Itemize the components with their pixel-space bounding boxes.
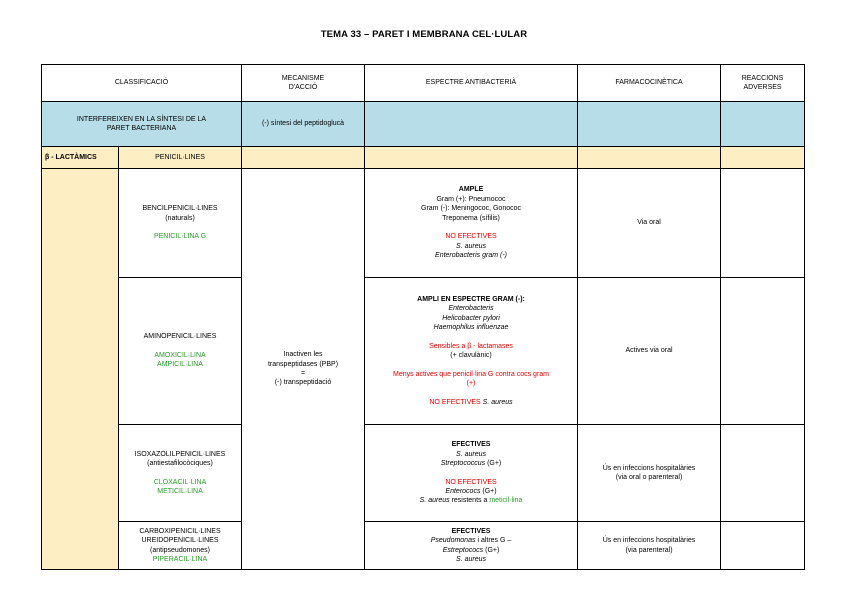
page-title: TEMA 33 – PARET I MEMBRANA CEL·LULAR [320,29,528,40]
mechanism-shared-cell: Inactiven les transpeptidases (PBP) = (-) transpeptidació [242,169,365,570]
drug-class-cell: ISOXAZOLILPENICIL·LINES (antiestafilocòciques) CLOXACIL·LINA METICIL·LINA [119,425,242,522]
header-classificacio: CLASSIFICACIÓ [42,65,242,102]
header-row [42,65,805,102]
class-empty-3 [578,147,721,169]
group-empty-2 [578,102,721,147]
beta-lactamics-spacer [42,169,119,570]
spectrum-cell: EFECTIVES S. aureus Streptococcus (G+) NO EFECTIVES Enterococs (G+) S. aureus resistents a meticil·lina [365,425,578,522]
table-row [42,278,805,425]
pharmacokinetics-cell: Ús en infeccions hospitalàries (via oral o parenteral) [578,425,721,522]
class-empty-1 [242,147,365,169]
table-row [42,425,805,522]
group-empty-3 [721,102,805,147]
group-mecanisme: (-) síntesi del peptidoglucà [242,102,365,147]
antibiotics-table [41,64,805,570]
adverse-reactions-cell [721,278,805,425]
class-empty-4 [721,147,805,169]
drug-class-cell: BENCILPENICIL·LINES (naturals) PENICIL·LINA G [119,169,242,278]
table-row [42,522,805,570]
group-row [42,102,805,147]
group-empty-1 [365,102,578,147]
adverse-reactions-cell [721,425,805,522]
header-reaccions: REACCIONS ADVERSES [721,65,805,102]
drug-class-cell: AMINOPENICIL·LINES AMOXICIL·LINA AMPICIL·LINA [119,278,242,425]
pharmacokinetics-cell: Actives via oral [578,278,721,425]
group-label: INTERFEREIXEN EN LA SÍNTESI DE LA PARET BACTERIANA [42,102,242,147]
class-empty-2 [365,147,578,169]
adverse-reactions-cell [721,522,805,570]
drug-class-cell: CARBOXIPENICIL·LINES UREIDOPENICIL·LINES (antipseudomones) PIPERACIL·LINA [119,522,242,570]
table-row [42,169,805,278]
adverse-reactions-cell [721,169,805,278]
spectrum-cell: EFECTIVES Pseudomonas i altres G – Estreptococs (G+) S. aureus [365,522,578,570]
class-beta-lactamics: β - LACTÀMICS [42,147,119,169]
spectrum-cell: AMPLI EN ESPECTRE GRAM (-): Enterobacteris Helicobacter pylori Haemophilus influenzae Sensibles a β - lactamases (+ clavulànic) Menys actives que penicil·lina G contra cocs gram (+) NO EFECTIVES S. aureus [365,278,578,425]
header-espectre: ESPECTRE ANTIBACTERIÀ [365,65,578,102]
class-penicillines: PENICIL·LINES [119,147,242,169]
header-farmacocinetica: FARMACOCINÈTICA [578,65,721,102]
class-row [42,147,805,169]
spectrum-cell: AMPLE Gram (+): Pneumococ Gram (-): Meningococ, Gonococ Treponema (sífilis) NO EFECTIVES S. aureus Enterobacteris gram (-) [365,169,578,278]
pharmacokinetics-cell: Via oral [578,169,721,278]
pharmacokinetics-cell: Ús en infeccions hospitalàries (via parenteral) [578,522,721,570]
header-mecanisme: MECANISME D'ACCIÓ [242,65,365,102]
